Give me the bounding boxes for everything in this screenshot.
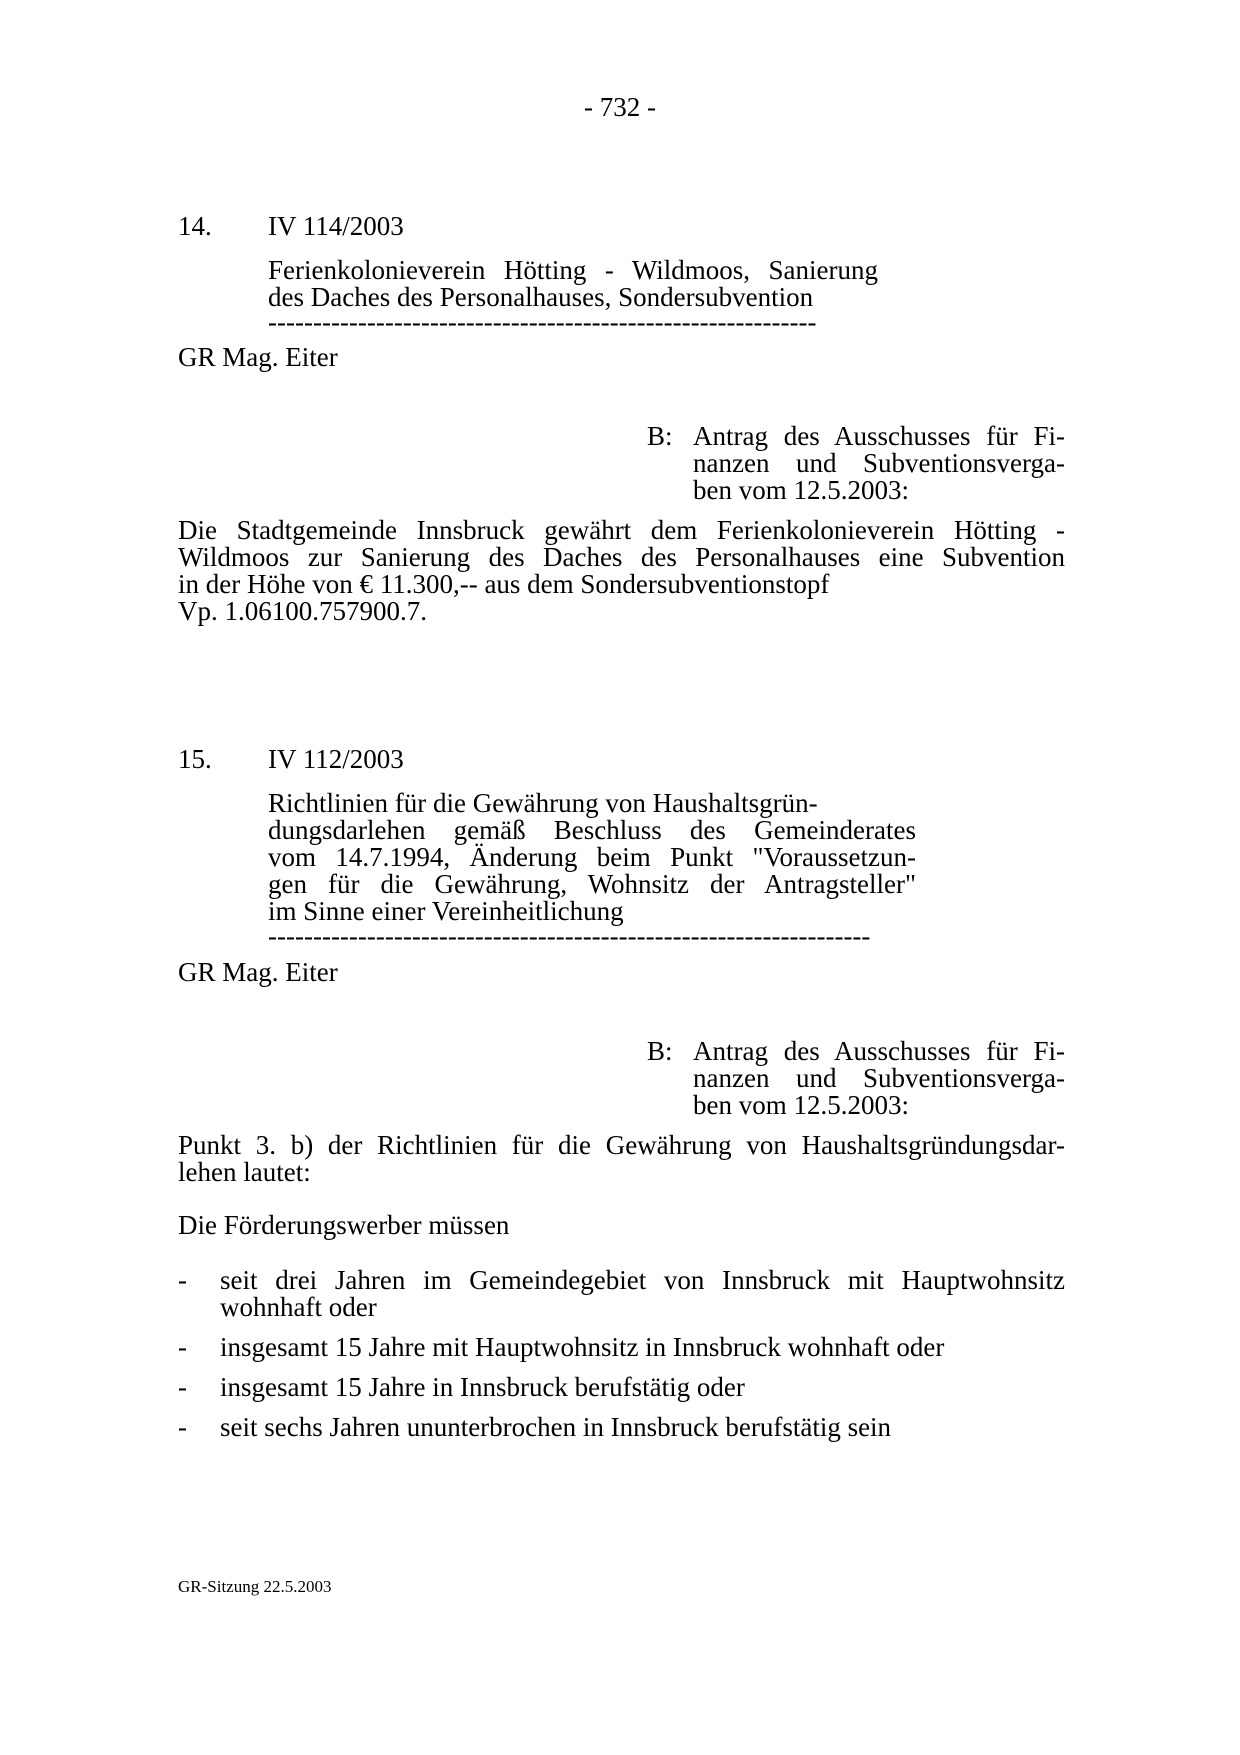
item-14-speaker: GR Mag. Eiter [178, 342, 338, 372]
bullet-marker: - [178, 1332, 187, 1362]
item-14-b-label: B: [647, 421, 673, 451]
item-14-body [178, 517, 1065, 625]
b-text-line: nanzen und Subventionsverga- [693, 1063, 1065, 1093]
item-15-separator: ------------------------------------------------------------------- [268, 923, 871, 950]
body-line: Wildmoos zur Sanierung des Daches des Personalhauses eine Subvention [178, 542, 1065, 572]
item-15-title-line: vom 14.7.1994, Änderung beim Punkt "Voraussetzun- [268, 842, 916, 872]
item-14-number: 14. [178, 211, 212, 241]
intro-line: lehen lautet: [178, 1157, 311, 1187]
item-15-speaker: GR Mag. Eiter [178, 957, 338, 987]
item-14-title [268, 257, 878, 311]
body-line: Die Stadtgemeinde Innsbruck gewährt dem Ferienkolonieverein Hötting - [178, 515, 1065, 545]
bullet-marker: - [178, 1265, 187, 1295]
list-item-line: wohnhaft oder [220, 1292, 377, 1322]
b-text-line: Antrag des Ausschusses für Fi- [693, 1036, 1065, 1066]
item-15-code: IV 112/2003 [268, 744, 404, 774]
b-text-line: Antrag des Ausschusses für Fi- [693, 421, 1065, 451]
b-text-line: ben vom 12.5.2003: [693, 475, 909, 505]
bullet-marker: - [178, 1372, 187, 1402]
list-item: seit sechs Jahren ununterbrochen in Innsbruck berufstätig sein [220, 1412, 892, 1442]
item-15-intro [178, 1132, 1065, 1186]
list-item: insgesamt 15 Jahre in Innsbruck berufstätig oder [220, 1372, 745, 1402]
item-14-title-line: Ferienkolonieverein Hötting - Wildmoos, Sanierung [268, 255, 878, 285]
list-item: insgesamt 15 Jahre mit Hauptwohnsitz in Innsbruck wohnhaft oder [220, 1332, 945, 1362]
list-item [220, 1267, 1065, 1321]
body-line: in der Höhe von € 11.300,-- aus dem Sondersubventionstopf [178, 569, 830, 599]
item-15-title [268, 790, 916, 925]
item-15-title-line: Richtlinien für die Gewährung von Haushaltsgrün- [268, 788, 818, 818]
item-15-number: 15. [178, 744, 212, 774]
list-item-line: seit drei Jahren im Gemeindegebiet von Innsbruck mit Hauptwohnsitz [220, 1265, 1065, 1295]
bullet-marker: - [178, 1412, 187, 1442]
item-15-title-line: im Sinne einer Vereinheitlichung [268, 896, 624, 926]
item-15-lead: Die Förderungswerber müssen [178, 1210, 510, 1240]
b-text-line: nanzen und Subventionsverga- [693, 448, 1065, 478]
page-number: - 732 - [584, 92, 656, 122]
item-15-title-line: dungsdarlehen gemäß Beschluss des Gemeinderates [268, 815, 916, 845]
item-14-b-text [693, 423, 1065, 504]
item-15-b-text [693, 1038, 1065, 1119]
footer: GR-Sitzung 22.5.2003 [178, 1577, 332, 1596]
item-15-title-line: gen für die Gewährung, Wohnsitz der Antragsteller" [268, 869, 916, 899]
b-text-line: ben vom 12.5.2003: [693, 1090, 909, 1120]
item-15-b-label: B: [647, 1036, 673, 1066]
intro-line: Punkt 3. b) der Richtlinien für die Gewährung von Haushaltsgründungsdar- [178, 1130, 1065, 1160]
item-14-code: IV 114/2003 [268, 211, 404, 241]
item-14-separator: ------------------------------------------------------------- [268, 309, 817, 336]
item-14-title-line: des Daches des Personalhauses, Sondersubvention [268, 282, 814, 312]
body-line: Vp. 1.06100.757900.7. [178, 596, 427, 626]
